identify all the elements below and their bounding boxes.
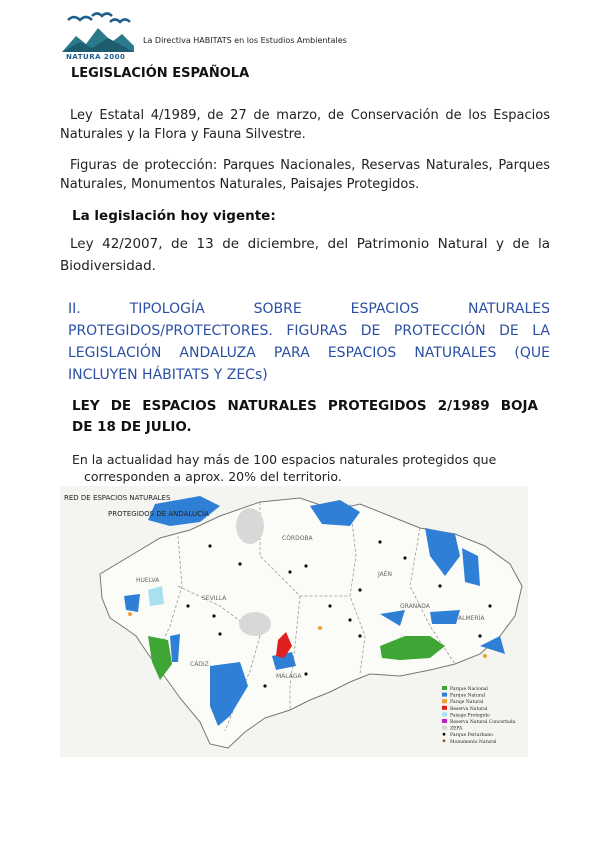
paraje-natural-marker	[318, 626, 322, 630]
province-label: CÁDIZ	[190, 661, 209, 668]
logo-label: NATURA 2000	[66, 53, 126, 61]
paragraph-ley-estatal	[60, 106, 550, 144]
province-label: GRANADA	[400, 603, 430, 610]
heading-line: II. TIPOLOGÍA SOBRE ESPACIOS NATURALES	[68, 301, 550, 317]
heading-line: PROTEGIDOS/PROTECTORES. FIGURAS DE PROTECCIÓN DE LA	[68, 323, 550, 339]
province-label: SEVILLA	[202, 595, 227, 602]
legend-swatch	[442, 726, 447, 730]
paragraph-actualidad	[72, 451, 542, 485]
legend-swatch	[442, 693, 447, 697]
parque-periurbano-marker	[348, 618, 351, 621]
legend-label: Parque Periurbano	[450, 733, 493, 739]
legend-swatch	[442, 686, 447, 690]
parque-periurbano-marker	[378, 540, 381, 543]
legend-swatch	[443, 739, 446, 742]
paragraph-line: corresponden a aprox. 20% del territorio.	[84, 469, 342, 484]
province-label: CÓRDOBA	[282, 535, 313, 542]
legend-swatch	[442, 712, 447, 716]
paragraph-text: Figuras de protección: Parques Nacionales, Reservas Naturales, Parques Naturales, Monumentos Naturales, Paisajes Protegidos.	[60, 158, 550, 192]
parque-periurbano-marker	[403, 556, 406, 559]
paragraph-figuras-proteccion	[60, 156, 550, 194]
heading-line: DE 18 DE JULIO.	[72, 419, 192, 435]
section-heading-tipologia	[68, 298, 550, 386]
province-label: ALMERÍA	[458, 615, 485, 622]
parque-periurbano-marker	[212, 614, 215, 617]
paragraph-text: Ley Estatal 4/1989, de 27 de marzo, de Conservación de los Espacios Naturales y la Flora y Fauna Silvestre.	[60, 108, 550, 142]
heading-line: LEY DE ESPACIOS NATURALES PROTEGIDOS 2/1989 BOJA	[72, 398, 538, 414]
parque-natural-area	[124, 594, 140, 612]
legend-swatch	[443, 733, 446, 736]
paragraph-ley-42-2007	[60, 233, 550, 277]
paragraph-line: En la actualidad hay más de 100 espacios naturales protegidos que	[72, 452, 497, 467]
page-header-title: La Directiva HABITATS en los Estudios Ambientales	[143, 36, 347, 45]
zepa-area	[236, 508, 264, 544]
parque-periurbano-marker	[263, 684, 266, 687]
legend-label: Reserva Natural Concertada	[450, 720, 516, 725]
map-title-line2: PROTEGIDOS DE ANDALUCÍA	[108, 510, 209, 518]
parque-periurbano-marker	[488, 604, 491, 607]
legend-label: Reserva Natural	[450, 706, 488, 712]
legend-label: Paraje Natural	[450, 700, 484, 706]
heading-legislacion-espanola: LEGISLACIÓN ESPAÑOLA	[71, 66, 250, 81]
parque-periurbano-marker	[208, 544, 211, 547]
heading-ley-espacios-naturales	[72, 396, 538, 438]
parque-periurbano-marker	[288, 570, 291, 573]
paraje-natural-marker	[483, 654, 487, 658]
parque-periurbano-marker	[304, 564, 307, 567]
legend-swatch	[442, 706, 447, 710]
parque-periurbano-marker	[328, 604, 331, 607]
province-label: JAÉN	[378, 571, 393, 578]
map-title-line1: RED DE ESPACIOS NATURALES	[64, 494, 171, 502]
parque-periurbano-marker	[438, 584, 441, 587]
paraje-natural-marker	[128, 612, 132, 616]
legend-label: Parque Nacional	[450, 687, 488, 692]
heading-line: LEGISLACIÓN ANDALUZA PARA ESPACIOS NATURALES (QUE	[68, 345, 550, 361]
parque-periurbano-marker	[238, 562, 241, 565]
parque-natural-area	[430, 610, 460, 624]
parque-periurbano-marker	[218, 632, 221, 635]
heading-legislacion-vigente: La legislación hoy vigente:	[72, 208, 276, 224]
province-label: HUELVA	[136, 577, 160, 584]
paragraph-text: Ley 42/2007, de 13 de diciembre, del Patrimonio Natural y de la Biodiversidad.	[60, 236, 550, 274]
parque-periurbano-marker	[358, 634, 361, 637]
legend-swatch	[442, 699, 447, 703]
parque-periurbano-marker	[478, 634, 481, 637]
province-label: MÁLAGA	[276, 673, 302, 680]
legend-label: Parque Natural	[450, 693, 486, 699]
parque-periurbano-marker	[304, 672, 307, 675]
legend-label: ZEPA	[450, 726, 463, 732]
parque-periurbano-marker	[358, 588, 361, 591]
andalucia-protected-areas-map	[60, 486, 528, 757]
zepa-area	[239, 612, 271, 636]
legend-label: Paisaje Protegido	[450, 713, 490, 719]
heading-line: INCLUYEN HÁBITATS Y ZECs)	[68, 367, 268, 383]
parque-periurbano-marker	[186, 604, 189, 607]
legend-swatch	[442, 719, 447, 723]
legend-label: Monumento Natural	[450, 739, 497, 745]
